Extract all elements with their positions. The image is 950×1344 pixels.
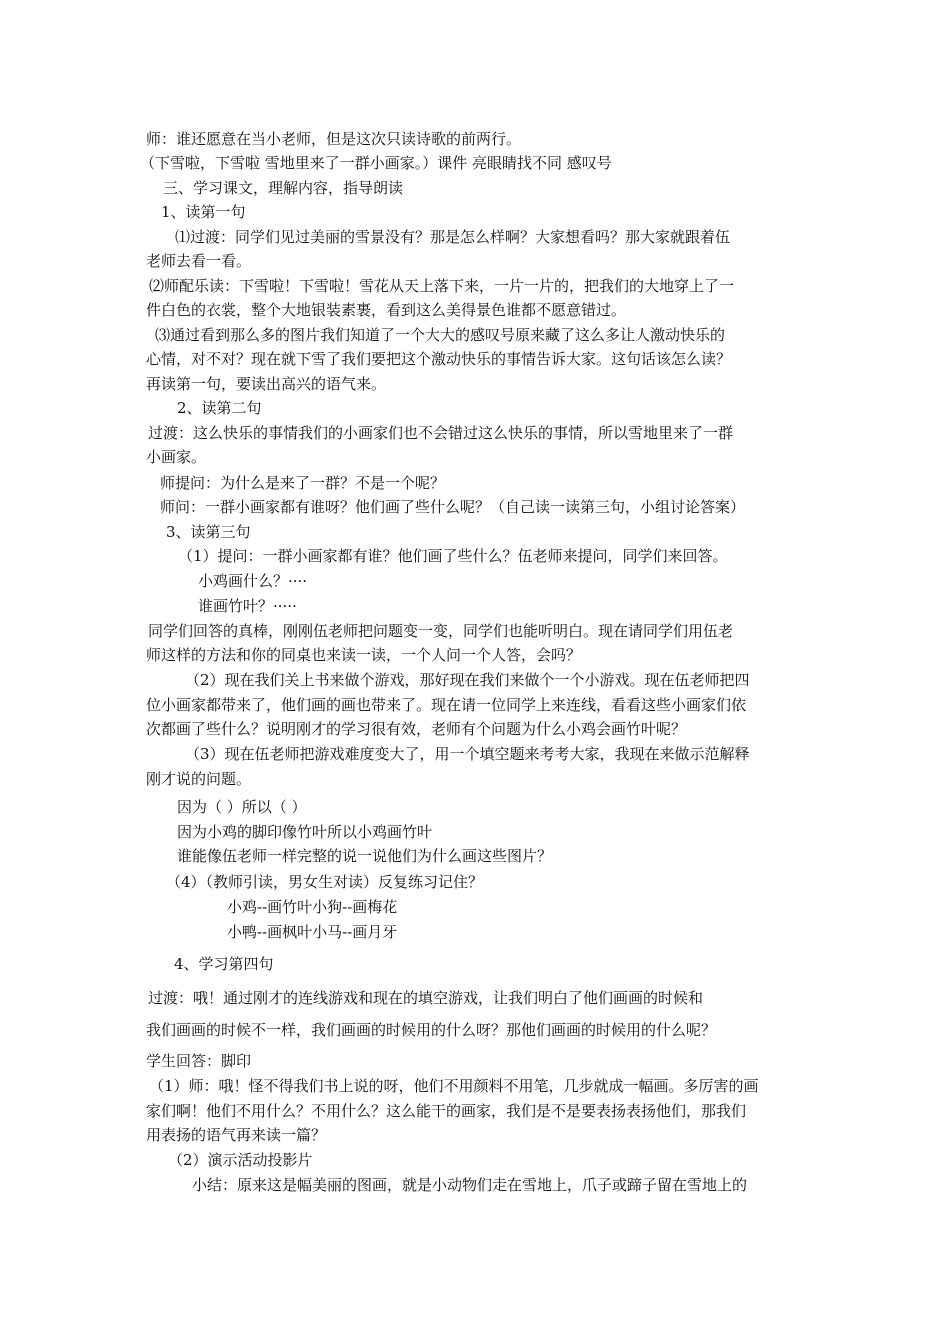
text-line: 小画家。 [146,448,207,466]
section-heading: 三、学习课文，理解内容，指导朗读 [163,179,404,197]
text-line: 师这样的方法和你的同桌也来读一读，一个人问一个人答，会吗？ [146,646,582,664]
text-line: 因为小鸡的脚印像竹叶所以小鸡画竹叶 [177,823,433,841]
text-line: （1）提问：一群小画家都有谁？他们画了些什么？伍老师来提问，同学们来回答。 [178,547,728,565]
text-line: 心情，对不对？现在就下雪了我们要把这个激动快乐的事情告诉大家。这句话该怎么读？ [146,350,732,368]
text-line: （2）演示活动投影片 [168,1151,313,1169]
text-line: 小鸭--画枫叶小马--画月牙 [227,923,398,941]
text-line: 家们啊！他们不用什么？不用什么？这么能干的画家，我们是不是要表扬表扬他们，那我们 [146,1102,747,1120]
text-line: 件白色的衣裳，整个大地银装素裹，看到这么美得景色谁都不愿意错过。 [146,301,627,319]
text-line: 师：谁还愿意在当小老师，但是这次只读诗歌的前两行。 [146,130,522,148]
text-line: 过渡：这么快乐的事情我们的小画家们也不会错过这么快乐的事情，所以雪地里来了一群 [148,424,734,442]
text-line: 因为（ ）所以（ ） [177,798,307,816]
text-line: 位小画家都带来了，他们画的画也带来了。现在请一位同学上来连线，看看这些小画家们依 [146,696,747,714]
text-line: 我们画画的时候不一样，我们画画的时候用的什么呀？那他们画画的时候用的什么呢？ [146,1021,717,1039]
text-line: （下雪啦，下雪啦 雪地里来了一群小画家。）课件 亮眼睛找不同 感叹号 [140,154,612,172]
text-line: （3）现在伍老师把游戏难度变大了，用一个填空题来考考大家，我现在来做示范解释 [185,745,750,763]
text-line: 谁能像伍老师一样完整的说一说他们为什么画这些图片？ [177,847,553,865]
text-line: 刚才说的问题。 [146,770,252,788]
text-line: 再读第一句，要读出高兴的语气来。 [146,375,387,393]
text-line: 师问：一群小画家都有谁呀？他们画了些什么呢？（自己读一读第三句，小组讨论答案） [160,498,746,516]
text-line: 次都画了些什么？说明刚才的学习很有效，老师有个问题为什么小鸡会画竹叶呢？ [146,720,687,738]
text-line: 学生回答：脚印 [146,1052,252,1070]
text-line: 过渡：哦！通过刚才的连线游戏和现在的填空游戏，让我们明白了他们画画的时候和 [148,989,704,1007]
text-line: 师提问：为什么是来了一群？不是一个呢？ [160,474,446,492]
text-line: 小鸡画什么？···· [198,572,308,590]
text-line: （1）师：哦！怪不得我们书上说的呀，他们不用颜料不用笔，几步就成一幅画。多厉害的画 [149,1077,759,1095]
text-line: ⑴过渡：同学们见过美丽的雪景没有？那是怎么样啊？大家想看吗？那大家就跟着伍 [175,228,731,246]
text-line: 小鸡--画竹叶小狗--画梅花 [227,898,398,916]
text-line: 用表扬的语气再来读一篇？ [146,1126,327,1144]
text-line: （2）现在我们关上书来做个游戏，那好现在我们来做个一个小游戏。现在伍老师把四 [185,671,750,689]
text-line: 小结：原来这是幅美丽的图画，就是小动物们走在雪地上，爪子或蹄子留在雪地上的 [192,1176,748,1194]
text-line: （4）（教师引读，男女生对读）反复练习记住？ [166,873,484,891]
subsection-heading: 3、读第三句 [166,523,251,541]
text-line: 老师去看一看。 [146,252,252,270]
text-line: ⑶通过看到那么多的图片我们知道了一个大大的感叹号原来藏了这么多让人激动快乐的 [155,326,726,344]
subsection-heading: 1、读第一句 [161,203,246,221]
subsection-heading: 4、学习第四句 [174,955,274,973]
text-line: 同学们回答的真棒，刚刚伍老师把问题变一变，同学们也能听明白。现在请同学们用伍老 [148,622,734,640]
subsection-heading: 2、读第二句 [177,399,262,417]
text-line: 谁画竹叶？····· [198,597,297,615]
text-line: ⑵师配乐读：下雪啦！下雪啦！雪花从天上落下来，一片一片的，把我们的大地穿上了一 [149,277,735,295]
